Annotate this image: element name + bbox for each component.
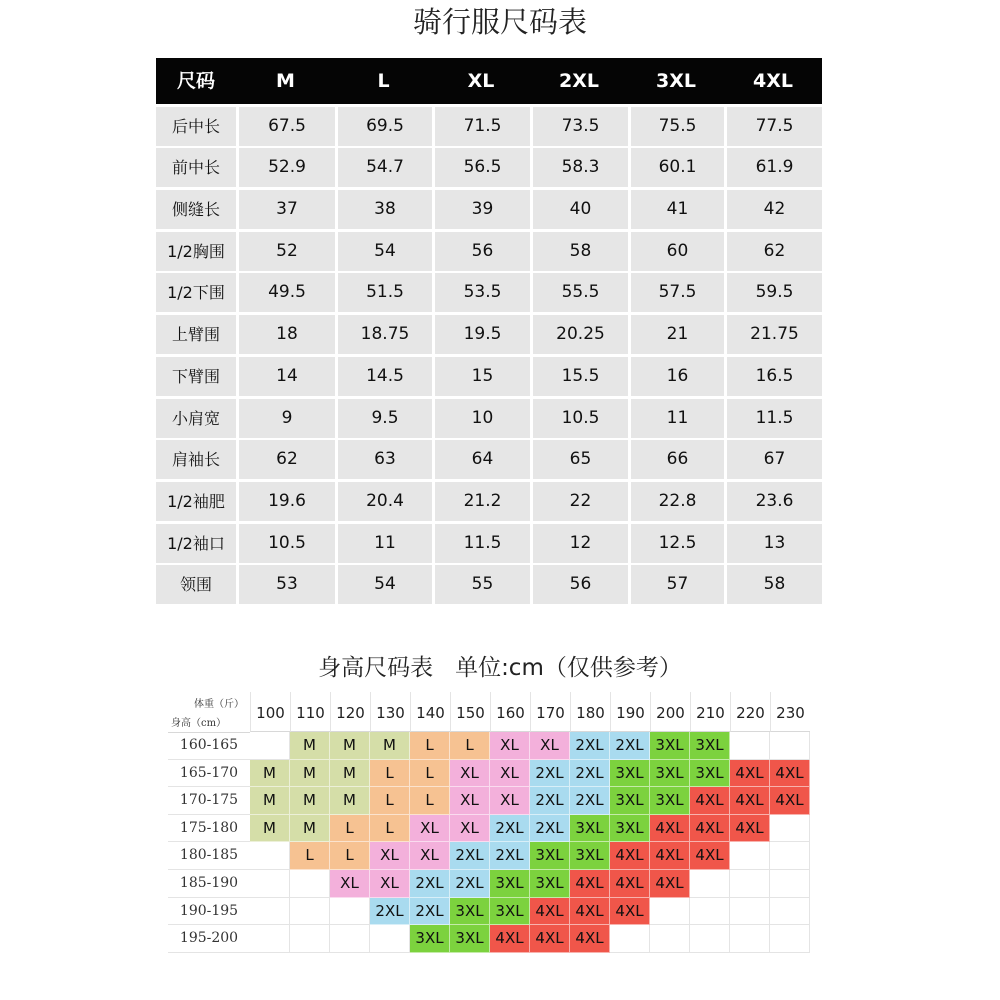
empty-cell: [770, 925, 810, 953]
size-cell: XL: [450, 760, 490, 788]
table-cell: 75.5: [631, 107, 724, 146]
size-table-header: [156, 58, 822, 104]
table-cell: 39: [435, 190, 530, 229]
table-cell: 53: [239, 565, 335, 604]
table-cell: 54: [338, 565, 432, 604]
header-cell: 2XL: [559, 70, 599, 92]
size-cell: 4XL: [690, 787, 730, 815]
table-cell: 9: [239, 399, 335, 438]
size-cell: 3XL: [490, 870, 530, 898]
size-cell: L: [410, 787, 450, 815]
empty-cell: [290, 870, 330, 898]
size-table-row: [156, 357, 822, 396]
size-cell: XL: [490, 787, 530, 815]
table-cell: 67: [727, 440, 822, 479]
table-cell: 52: [239, 232, 335, 271]
weight-header: 130: [370, 692, 410, 732]
empty-cell: [730, 870, 770, 898]
weight-header: 230: [770, 692, 810, 732]
table-cell: 21.2: [435, 482, 530, 521]
empty-cell: [290, 925, 330, 953]
size-cell: 2XL: [490, 815, 530, 843]
size-cell: 2XL: [450, 842, 490, 870]
table-cell: 22.8: [631, 482, 724, 521]
row-label: 后中长: [156, 107, 236, 146]
size-cell: 2XL: [370, 898, 410, 926]
height-header: 185-190: [168, 870, 250, 898]
row-label: 小肩宽: [156, 399, 236, 438]
size-cell: 2XL: [530, 815, 570, 843]
row-label: 下臂围: [156, 357, 236, 396]
size-cell: 3XL: [410, 925, 450, 953]
empty-cell: [690, 898, 730, 926]
table-cell: 60: [631, 232, 724, 271]
weight-header: 160: [490, 692, 530, 732]
table-cell: 12: [533, 524, 628, 563]
size-cell: 3XL: [530, 870, 570, 898]
size-cell: 3XL: [650, 787, 690, 815]
table-cell: 9.5: [338, 399, 432, 438]
size-cell: L: [410, 760, 450, 788]
table-cell: 56: [435, 232, 530, 271]
table-cell: 77.5: [727, 107, 822, 146]
size-cell: 4XL: [610, 898, 650, 926]
table-cell: 66: [631, 440, 724, 479]
empty-cell: [610, 925, 650, 953]
size-cell: XL: [370, 870, 410, 898]
size-cell: L: [370, 815, 410, 843]
table-cell: 56.5: [435, 148, 530, 187]
row-label: 前中长: [156, 148, 236, 187]
height-axis-label: 身高（cm）: [171, 718, 227, 729]
table-cell: 57: [631, 565, 724, 604]
row-label: 领围: [156, 565, 236, 604]
size-cell: 4XL: [570, 898, 610, 926]
table-cell: 53.5: [435, 273, 530, 312]
header-cell: M: [276, 70, 295, 92]
weight-header: 120: [330, 692, 370, 732]
height-header: 170-175: [168, 787, 250, 815]
table-cell: 15: [435, 357, 530, 396]
empty-cell: [690, 870, 730, 898]
row-label: 1/2胸围: [156, 232, 236, 271]
size-table-row: [156, 107, 822, 146]
size-table-row: [156, 315, 822, 354]
empty-cell: [250, 732, 290, 760]
size-cell: M: [330, 760, 370, 788]
size-cell: 4XL: [650, 815, 690, 843]
table-cell: 11: [631, 399, 724, 438]
height-chart-unit: 单位:cm（仅供参考）: [455, 655, 682, 681]
size-cell: 4XL: [490, 925, 530, 953]
size-cell: L: [370, 787, 410, 815]
table-cell: 49.5: [239, 273, 335, 312]
table-cell: 11.5: [435, 524, 530, 563]
size-table-row: [156, 232, 822, 271]
header-cell: XL: [467, 70, 495, 92]
height-header: 195-200: [168, 925, 250, 953]
table-cell: 19.5: [435, 315, 530, 354]
table-cell: 62: [239, 440, 335, 479]
size-table-row: [156, 190, 822, 229]
page-title: 骑行服尺码表: [412, 5, 587, 39]
height-header: 160-165: [168, 732, 250, 760]
row-label: 上臂围: [156, 315, 236, 354]
size-cell: 4XL: [530, 898, 570, 926]
table-cell: 21.75: [727, 315, 822, 354]
table-cell: 59.5: [727, 273, 822, 312]
table-cell: 14: [239, 357, 335, 396]
size-cell: L: [290, 842, 330, 870]
size-table: [156, 58, 822, 604]
table-cell: 40: [533, 190, 628, 229]
weight-header: 150: [450, 692, 490, 732]
table-cell: 10: [435, 399, 530, 438]
table-cell: 55: [435, 565, 530, 604]
table-cell: 12.5: [631, 524, 724, 563]
size-cell: 4XL: [730, 760, 770, 788]
empty-cell: [770, 732, 810, 760]
size-cell: 2XL: [410, 870, 450, 898]
size-cell: 3XL: [610, 787, 650, 815]
table-cell: 58.3: [533, 148, 628, 187]
size-cell: 2XL: [490, 842, 530, 870]
table-cell: 10.5: [239, 524, 335, 563]
row-label: 1/2袖口: [156, 524, 236, 563]
empty-cell: [650, 898, 690, 926]
size-table-row: [156, 273, 822, 312]
table-cell: 38: [338, 190, 432, 229]
weight-header: 100: [250, 692, 290, 732]
empty-cell: [730, 842, 770, 870]
header-cell: 3XL: [656, 70, 696, 92]
empty-cell: [730, 732, 770, 760]
size-cell: 3XL: [610, 815, 650, 843]
size-table-row: [156, 482, 822, 521]
size-cell: 3XL: [570, 842, 610, 870]
empty-cell: [250, 842, 290, 870]
size-table-row: [156, 440, 822, 479]
empty-cell: [250, 925, 290, 953]
table-cell: 67.5: [239, 107, 335, 146]
empty-cell: [370, 925, 410, 953]
size-cell: 2XL: [530, 760, 570, 788]
weight-header: 210: [690, 692, 730, 732]
table-cell: 13: [727, 524, 822, 563]
empty-cell: [770, 842, 810, 870]
empty-cell: [330, 898, 370, 926]
table-cell: 18: [239, 315, 335, 354]
size-cell: M: [330, 732, 370, 760]
table-cell: 11.5: [727, 399, 822, 438]
row-label: 1/2下围: [156, 273, 236, 312]
size-cell: 4XL: [730, 815, 770, 843]
height-header: 165-170: [168, 760, 250, 788]
size-cell: M: [250, 760, 290, 788]
size-table-row: [156, 148, 822, 187]
size-cell: XL: [450, 815, 490, 843]
size-cell: 2XL: [610, 732, 650, 760]
table-cell: 65: [533, 440, 628, 479]
size-cell: 2XL: [450, 870, 490, 898]
size-cell: L: [370, 760, 410, 788]
size-cell: 3XL: [690, 732, 730, 760]
height-header: 180-185: [168, 842, 250, 870]
weight-header: 180: [570, 692, 610, 732]
table-cell: 14.5: [338, 357, 432, 396]
table-cell: 11: [338, 524, 432, 563]
size-cell: 2XL: [570, 787, 610, 815]
size-cell: M: [290, 732, 330, 760]
size-cell: 2XL: [530, 787, 570, 815]
size-cell: 4XL: [610, 870, 650, 898]
table-cell: 63: [338, 440, 432, 479]
weight-header: 110: [290, 692, 330, 732]
size-cell: L: [410, 732, 450, 760]
size-cell: L: [330, 815, 370, 843]
size-cell: XL: [530, 732, 570, 760]
table-cell: 21: [631, 315, 724, 354]
size-cell: L: [450, 732, 490, 760]
size-cell: 3XL: [690, 760, 730, 788]
size-cell: 3XL: [650, 732, 690, 760]
header-cell: 尺码: [176, 70, 215, 92]
table-cell: 54: [338, 232, 432, 271]
table-cell: 60.1: [631, 148, 724, 187]
table-cell: 58: [727, 565, 822, 604]
table-cell: 22: [533, 482, 628, 521]
table-cell: 57.5: [631, 273, 724, 312]
table-cell: 55.5: [533, 273, 628, 312]
row-label: 肩袖长: [156, 440, 236, 479]
size-cell: XL: [410, 842, 450, 870]
empty-cell: [330, 925, 370, 953]
weight-axis-label: 体重（斤）: [194, 699, 244, 710]
table-cell: 42: [727, 190, 822, 229]
size-cell: 4XL: [730, 787, 770, 815]
table-cell: 37: [239, 190, 335, 229]
size-cell: 4XL: [570, 870, 610, 898]
row-label: 1/2袖肥: [156, 482, 236, 521]
size-cell: L: [330, 842, 370, 870]
height-header: 190-195: [168, 898, 250, 926]
size-cell: XL: [330, 870, 370, 898]
table-cell: 18.75: [338, 315, 432, 354]
weight-header: 170: [530, 692, 570, 732]
table-cell: 15.5: [533, 357, 628, 396]
size-cell: 3XL: [610, 760, 650, 788]
size-cell: 2XL: [410, 898, 450, 926]
size-cell: XL: [370, 842, 410, 870]
empty-cell: [690, 925, 730, 953]
size-cell: XL: [490, 732, 530, 760]
size-cell: 3XL: [530, 842, 570, 870]
size-cell: 4XL: [770, 787, 810, 815]
size-cell: 4XL: [650, 870, 690, 898]
weight-header: 220: [730, 692, 770, 732]
size-cell: 4XL: [570, 925, 610, 953]
table-cell: 19.6: [239, 482, 335, 521]
height-chart-title: [0, 650, 1000, 686]
table-cell: 54.7: [338, 148, 432, 187]
weight-header: 190: [610, 692, 650, 732]
table-cell: 23.6: [727, 482, 822, 521]
empty-cell: [730, 925, 770, 953]
size-cell: 3XL: [450, 898, 490, 926]
empty-cell: [730, 898, 770, 926]
table-cell: 56: [533, 565, 628, 604]
table-cell: 16.5: [727, 357, 822, 396]
table-cell: 41: [631, 190, 724, 229]
table-cell: 71.5: [435, 107, 530, 146]
header-cell: 4XL: [753, 70, 793, 92]
empty-cell: [650, 925, 690, 953]
height-header: 175-180: [168, 815, 250, 843]
table-cell: 52.9: [239, 148, 335, 187]
table-cell: 10.5: [533, 399, 628, 438]
weight-header: 140: [410, 692, 450, 732]
table-cell: 20.25: [533, 315, 628, 354]
grid-corner: [168, 692, 250, 733]
size-cell: 2XL: [570, 732, 610, 760]
size-cell: 3XL: [570, 815, 610, 843]
size-cell: M: [290, 815, 330, 843]
table-cell: 69.5: [338, 107, 432, 146]
size-cell: M: [370, 732, 410, 760]
size-table-row: [156, 524, 822, 563]
empty-cell: [250, 898, 290, 926]
empty-cell: [770, 898, 810, 926]
size-cell: 4XL: [770, 760, 810, 788]
table-cell: 51.5: [338, 273, 432, 312]
size-cell: 4XL: [690, 842, 730, 870]
size-cell: 3XL: [450, 925, 490, 953]
row-label: 侧缝长: [156, 190, 236, 229]
table-cell: 64: [435, 440, 530, 479]
header-cell: L: [377, 70, 390, 92]
size-cell: 4XL: [610, 842, 650, 870]
size-cell: M: [250, 787, 290, 815]
empty-cell: [290, 898, 330, 926]
size-cell: XL: [410, 815, 450, 843]
size-cell: 4XL: [650, 842, 690, 870]
empty-cell: [770, 815, 810, 843]
size-table-row: [156, 565, 822, 604]
table-cell: 58: [533, 232, 628, 271]
size-cell: M: [290, 760, 330, 788]
size-cell: 4XL: [690, 815, 730, 843]
size-cell: 3XL: [490, 898, 530, 926]
size-cell: XL: [450, 787, 490, 815]
size-cell: M: [330, 787, 370, 815]
size-table-row: [156, 399, 822, 438]
size-cell: M: [250, 815, 290, 843]
empty-cell: [250, 870, 290, 898]
height-chart-title-main: 身高尺码表: [318, 655, 434, 681]
table-cell: 16: [631, 357, 724, 396]
table-cell: 62: [727, 232, 822, 271]
size-cell: 3XL: [650, 760, 690, 788]
table-cell: 73.5: [533, 107, 628, 146]
table-cell: 20.4: [338, 482, 432, 521]
size-table-body: [156, 107, 822, 605]
size-cell: M: [290, 787, 330, 815]
size-cell: 4XL: [530, 925, 570, 953]
weight-header: 200: [650, 692, 690, 732]
table-cell: 61.9: [727, 148, 822, 187]
empty-cell: [770, 870, 810, 898]
size-cell: 2XL: [570, 760, 610, 788]
size-cell: XL: [490, 760, 530, 788]
